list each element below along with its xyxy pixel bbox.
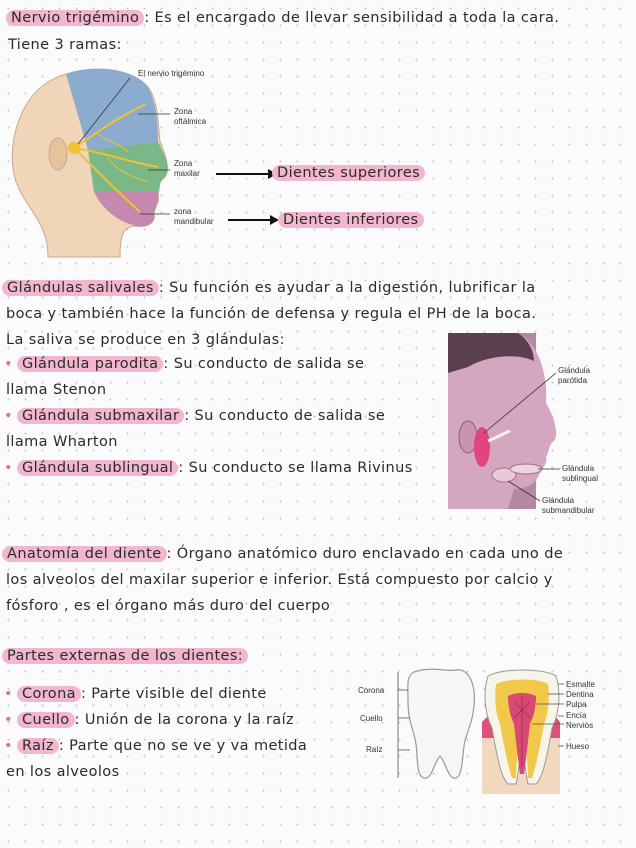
arrow-lower-icon — [228, 212, 280, 228]
trigeminal-nerve-figure — [8, 62, 248, 258]
submandibular-label-2: submandibular — [542, 506, 595, 515]
arrow-upper-icon — [216, 166, 278, 182]
nervios-label: Nervios — [566, 721, 594, 730]
parte-item-1: • Corona : Parte visible del diente — [4, 686, 267, 702]
dentina-label: Dentina — [566, 690, 594, 699]
zona-mandibular-label-2: mandibular — [174, 217, 214, 226]
tag-dientes-inferiores: Dientes inferiores — [278, 208, 424, 232]
zona-oftalmica-label-2: oftálmica — [174, 117, 207, 126]
pulpa-label: Pulpa — [566, 700, 587, 709]
hueso-label: Hueso — [566, 742, 590, 751]
parte-item-3-cont: en los alveolos — [6, 764, 120, 780]
anatomia-line-1: Anatomía del diente : Órgano anatómico duro enclavado en cada uno de — [2, 542, 563, 566]
zona-oftalmica-label-1: Zona — [174, 107, 193, 116]
glandulas-line-3: La saliva se produce en 3 glándulas: — [6, 332, 285, 348]
tooth-anatomy-figure — [352, 666, 622, 798]
encia-label: Encía — [566, 711, 587, 720]
parte-item-3: • Raíz : Parte que no se ve y va metida — [4, 738, 308, 754]
trigemino-line-2: Tiene 3 ramas: — [8, 37, 122, 53]
cuello-label: Cuello — [360, 714, 383, 723]
glandula-item-1: • Glándula parodita : Su conducto de salida se — [4, 356, 365, 372]
fig-title-label: El nervio trigémino — [138, 69, 205, 78]
zona-mandibular-label-1: zona — [174, 207, 192, 216]
esmalte-label: Esmalte — [566, 680, 595, 689]
anatomia-line-3: fósforo , es el órgano más duro del cuerpo — [6, 598, 331, 614]
trigemino-term: Nervio trigémino — [6, 10, 144, 26]
raiz-label: Raíz — [366, 745, 383, 754]
glandulas-term: Glándulas salivales — [2, 280, 159, 296]
glandula-item-3: • Glándula sublingual : Su conducto se llama Rivinus — [4, 460, 413, 476]
glandula-item-2: • Glándula submaxilar : Su conducto de salida se — [4, 408, 386, 424]
glandula-item-2-cont: llama Wharton — [6, 434, 118, 450]
anatomia-line-2: los alveolos del maxilar superior e inferior. Está compuesto por calcio y — [6, 572, 553, 588]
glandulas-line-2: boca y también hace la función de defensa y regula el PH de la boca. — [6, 306, 537, 322]
zona-maxilar-label-2: maxilar — [174, 169, 200, 178]
partes-title: Partes externas de los dientes: — [2, 644, 248, 668]
anatomia-term: Anatomía del diente — [2, 546, 167, 562]
trigemino-line-1: Nervio trigémino : Es el encargado de llevar sensibilidad a toda la cara. — [6, 6, 559, 30]
sublingual-label-1: Glándula — [562, 464, 595, 473]
corona-label: Corona — [358, 686, 385, 695]
glandulas-line-1: Glándulas salivales : Su función es ayudar a la digestión, lubrificar la — [2, 276, 536, 300]
sublingual-label-2: sublingual — [562, 474, 599, 483]
parotida-label-1: Glándula — [558, 366, 591, 375]
glandula-item-1-cont: llama Stenon — [6, 382, 107, 398]
zona-maxilar-label-1: Zona — [174, 159, 193, 168]
parte-item-2: • Cuello : Unión de la corona y la raíz — [4, 712, 295, 728]
parotida-label-2: parótida — [558, 376, 587, 385]
submandibular-label-1: Glándula — [542, 496, 575, 505]
tag-dientes-superiores: Dientes superiores — [272, 161, 425, 185]
salivary-glands-figure — [448, 333, 632, 519]
